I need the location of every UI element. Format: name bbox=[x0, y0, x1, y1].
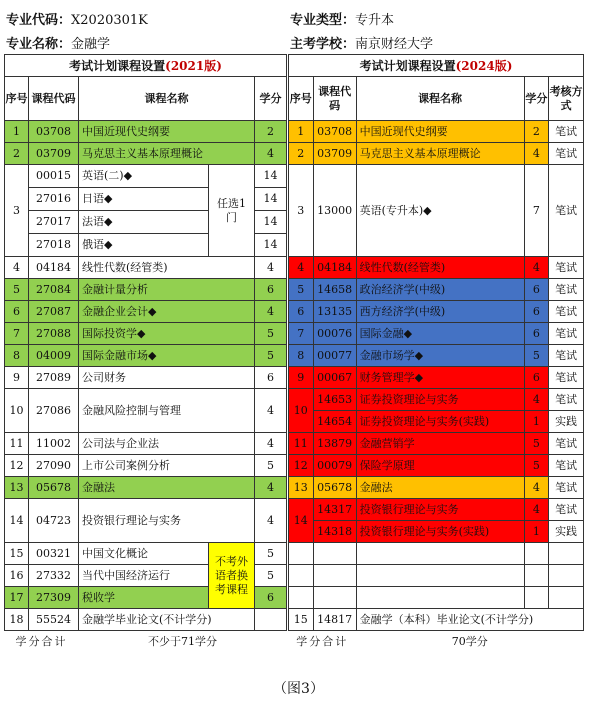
code-cell: 13000 bbox=[313, 165, 356, 257]
major-type: 专升本 bbox=[355, 13, 395, 28]
name-cell: 金融法 bbox=[356, 477, 524, 499]
right-total-value: 70学分 bbox=[451, 634, 488, 648]
mode-cell: 实践 bbox=[549, 521, 584, 543]
name-cell: 投资银行理论与实务(实践) bbox=[356, 521, 524, 543]
credit-cell: 4 bbox=[255, 477, 287, 499]
mode-cell: 笔试 bbox=[549, 477, 584, 499]
school: 南京财经大学 bbox=[355, 37, 434, 52]
name-cell: 投资银行理论与实务 bbox=[79, 499, 255, 543]
name-cell: 金融市场学◆ bbox=[356, 345, 524, 367]
table-row bbox=[289, 389, 584, 411]
mode-cell: 笔试 bbox=[549, 121, 584, 143]
seq-cell: 7 bbox=[5, 323, 29, 345]
seq-cell: 6 bbox=[289, 301, 314, 323]
left-title-text: 考试计划课程设置 bbox=[69, 58, 166, 73]
code-cell: 14658 bbox=[313, 279, 356, 301]
figure-caption: （图3） bbox=[273, 681, 324, 697]
seq-cell: 10 bbox=[289, 389, 314, 433]
code-cell: 11002 bbox=[29, 433, 79, 455]
credit-cell: 5 bbox=[255, 565, 287, 587]
code-cell: 27309 bbox=[29, 587, 79, 609]
table-row bbox=[5, 455, 287, 477]
code-cell: 04184 bbox=[313, 257, 356, 279]
seq-cell: 3 bbox=[5, 165, 29, 257]
seq-cell: 3 bbox=[289, 165, 314, 257]
credit-cell: 7 bbox=[524, 165, 549, 257]
right-col-mode: 考核方式 bbox=[549, 77, 584, 121]
credit-cell: 6 bbox=[255, 279, 287, 301]
credit-cell: 2 bbox=[255, 121, 287, 143]
credit-cell: 14 bbox=[255, 188, 287, 211]
code-cell: 13879 bbox=[313, 433, 356, 455]
seq-cell: 10 bbox=[5, 389, 29, 433]
credit-cell: 6 bbox=[524, 367, 549, 389]
table-row bbox=[289, 165, 584, 257]
right-total-label: 学分合计 bbox=[296, 634, 349, 648]
major-name-label: 专业名称： bbox=[6, 37, 72, 52]
seq-cell: 12 bbox=[5, 455, 29, 477]
name-cell: 西方经济学(中级) bbox=[356, 301, 524, 323]
left-col-credit: 学分 bbox=[255, 77, 287, 121]
name-cell: 证券投资理论与实务 bbox=[356, 389, 524, 411]
mode-cell: 笔试 bbox=[549, 345, 584, 367]
mode-cell: 实践 bbox=[549, 411, 584, 433]
code-cell: 27089 bbox=[29, 367, 79, 389]
table-row bbox=[289, 521, 584, 543]
table-row bbox=[289, 345, 584, 367]
table-row bbox=[5, 499, 287, 543]
right-total-row bbox=[289, 631, 584, 653]
table-row bbox=[289, 121, 584, 143]
name-cell: 投资银行理论与实务 bbox=[356, 499, 524, 521]
school-line bbox=[290, 33, 433, 52]
credit-cell: 1 bbox=[524, 521, 549, 543]
mode-cell: 笔试 bbox=[549, 433, 584, 455]
credit-cell: 14 bbox=[255, 234, 287, 257]
credit-cell: 6 bbox=[524, 323, 549, 345]
table-row bbox=[5, 257, 287, 279]
table-row bbox=[5, 279, 287, 301]
seq-cell: 2 bbox=[289, 143, 314, 165]
mode-cell: 笔试 bbox=[549, 389, 584, 411]
mode-cell: 笔试 bbox=[549, 367, 584, 389]
name-cell: 政治经济学(中级) bbox=[356, 279, 524, 301]
credit-cell: 4 bbox=[255, 499, 287, 543]
code-cell: 27017 bbox=[29, 211, 79, 234]
table-row bbox=[289, 279, 584, 301]
empty-row bbox=[289, 543, 584, 565]
credit-cell: 4 bbox=[255, 257, 287, 279]
code-cell: 27018 bbox=[29, 234, 79, 257]
seq-cell: 14 bbox=[289, 499, 314, 543]
left-col-name: 课程名称 bbox=[79, 77, 255, 121]
major-code-label: 专业代码： bbox=[6, 13, 72, 28]
name-cell: 中国近现代史纲要 bbox=[356, 121, 524, 143]
code-cell: 14653 bbox=[313, 389, 356, 411]
seq-cell: 1 bbox=[5, 121, 29, 143]
credit-cell: 6 bbox=[255, 587, 287, 609]
name-cell: 日语◆ bbox=[79, 188, 209, 211]
left-total-value: 不少于71学分 bbox=[148, 634, 218, 648]
table-row bbox=[5, 543, 287, 565]
right-title-year: (2024版) bbox=[455, 58, 513, 73]
table-row bbox=[289, 455, 584, 477]
code-cell: 03709 bbox=[313, 143, 356, 165]
credit-cell: 14 bbox=[255, 211, 287, 234]
table-row bbox=[5, 433, 287, 455]
seq-cell: 11 bbox=[5, 433, 29, 455]
credit-cell: 4 bbox=[524, 143, 549, 165]
credit-cell: 5 bbox=[255, 455, 287, 477]
credit-cell: 5 bbox=[255, 323, 287, 345]
table-row bbox=[289, 301, 584, 323]
mode-cell: 笔试 bbox=[549, 301, 584, 323]
code-cell: 03709 bbox=[29, 143, 79, 165]
right-title-text: 考试计划课程设置 bbox=[359, 58, 456, 73]
right-col-credit: 学分 bbox=[524, 77, 549, 121]
seq-cell: 15 bbox=[289, 609, 314, 631]
table-row bbox=[5, 345, 287, 367]
major-code-line bbox=[6, 9, 148, 28]
name-cell: 英语(专升本)◆ bbox=[356, 165, 524, 257]
major-type-label: 专业类型： bbox=[290, 13, 356, 28]
code-cell: 27087 bbox=[29, 301, 79, 323]
credit-cell: 4 bbox=[524, 257, 549, 279]
mode-cell: 笔试 bbox=[549, 323, 584, 345]
school-label: 主考学校： bbox=[290, 37, 356, 52]
non-foreign-note: 不考外语者换考课程 bbox=[209, 543, 255, 609]
seq-cell: 14 bbox=[5, 499, 29, 543]
code-cell: 14817 bbox=[313, 609, 356, 631]
seq-cell: 9 bbox=[5, 367, 29, 389]
credit-cell: 4 bbox=[524, 389, 549, 411]
credit-cell: 14 bbox=[255, 165, 287, 188]
name-cell: 马克思主义基本原理概论 bbox=[79, 143, 255, 165]
name-cell: 法语◆ bbox=[79, 211, 209, 234]
name-cell: 马克思主义基本原理概论 bbox=[356, 143, 524, 165]
credit-cell: 2 bbox=[524, 121, 549, 143]
credit-cell: 4 bbox=[255, 389, 287, 433]
code-cell: 27088 bbox=[29, 323, 79, 345]
mode-cell: 笔试 bbox=[549, 455, 584, 477]
code-cell: 14654 bbox=[313, 411, 356, 433]
seq-cell: 2 bbox=[5, 143, 29, 165]
table-row bbox=[5, 609, 287, 631]
seq-cell: 11 bbox=[289, 433, 314, 455]
code-cell: 05678 bbox=[313, 477, 356, 499]
credit-cell: 4 bbox=[255, 301, 287, 323]
seq-cell: 7 bbox=[289, 323, 314, 345]
seq-cell: 18 bbox=[5, 609, 29, 631]
table-row bbox=[5, 323, 287, 345]
name-cell: 上市公司案例分析 bbox=[79, 455, 255, 477]
seq-cell: 15 bbox=[5, 543, 29, 565]
right-col-name: 课程名称 bbox=[356, 77, 524, 121]
mode-cell: 笔试 bbox=[549, 257, 584, 279]
table-row bbox=[289, 433, 584, 455]
table-row bbox=[5, 143, 287, 165]
left-title-year: (2021版) bbox=[165, 58, 222, 73]
code-cell: 04009 bbox=[29, 345, 79, 367]
name-cell: 金融法 bbox=[79, 477, 255, 499]
right-course-table bbox=[288, 54, 584, 653]
mode-cell: 笔试 bbox=[549, 499, 584, 521]
name-cell: 国际投资学◆ bbox=[79, 323, 255, 345]
name-cell: 金融企业会计◆ bbox=[79, 301, 255, 323]
table-row bbox=[289, 477, 584, 499]
code-cell: 00079 bbox=[313, 455, 356, 477]
seq-cell: 16 bbox=[5, 565, 29, 587]
table-row bbox=[289, 323, 584, 345]
seq-cell: 13 bbox=[5, 477, 29, 499]
left-table-title bbox=[5, 55, 287, 77]
credit-cell: 6 bbox=[524, 301, 549, 323]
seq-cell: 13 bbox=[289, 477, 314, 499]
code-cell: 00321 bbox=[29, 543, 79, 565]
credit-cell: 5 bbox=[524, 455, 549, 477]
name-cell: 金融计量分析 bbox=[79, 279, 255, 301]
seq-cell: 17 bbox=[5, 587, 29, 609]
code-cell: 13135 bbox=[313, 301, 356, 323]
code-cell: 55524 bbox=[29, 609, 79, 631]
credit-cell: 6 bbox=[524, 279, 549, 301]
right-table-title bbox=[289, 55, 584, 77]
name-cell: 金融营销学 bbox=[356, 433, 524, 455]
major-type-line bbox=[290, 9, 394, 28]
credit-cell: 1 bbox=[524, 411, 549, 433]
major-name-line bbox=[6, 33, 110, 52]
name-cell: 金融风险控制与管理 bbox=[79, 389, 255, 433]
name-cell: 公司财务 bbox=[79, 367, 255, 389]
code-cell: 03708 bbox=[29, 121, 79, 143]
major-code: X2020301K bbox=[71, 13, 148, 28]
table-row bbox=[289, 143, 584, 165]
code-cell: 00067 bbox=[313, 367, 356, 389]
seq-cell: 4 bbox=[5, 257, 29, 279]
table-row bbox=[5, 165, 287, 188]
code-cell: 14317 bbox=[313, 499, 356, 521]
seq-cell: 8 bbox=[5, 345, 29, 367]
code-cell: 03708 bbox=[313, 121, 356, 143]
left-total-row bbox=[5, 631, 287, 653]
mode-cell: 笔试 bbox=[549, 279, 584, 301]
elective-note: 任选1门 bbox=[209, 165, 255, 257]
credit-cell: 5 bbox=[255, 345, 287, 367]
table-row bbox=[5, 121, 287, 143]
code-cell: 04184 bbox=[29, 257, 79, 279]
seq-cell: 4 bbox=[289, 257, 314, 279]
name-cell: 线性代数(经管类) bbox=[79, 257, 255, 279]
name-cell: 税收学 bbox=[79, 587, 209, 609]
seq-cell: 6 bbox=[5, 301, 29, 323]
credit-cell: 5 bbox=[255, 543, 287, 565]
table-row bbox=[289, 411, 584, 433]
name-cell: 证券投资理论与实务(实践) bbox=[356, 411, 524, 433]
code-cell: 00076 bbox=[313, 323, 356, 345]
code-cell: 14318 bbox=[313, 521, 356, 543]
credit-cell: 4 bbox=[255, 143, 287, 165]
left-total-label: 学分合计 bbox=[15, 634, 68, 648]
seq-cell: 12 bbox=[289, 455, 314, 477]
code-cell: 27084 bbox=[29, 279, 79, 301]
table-row bbox=[289, 609, 584, 631]
name-cell: 金融学毕业论文(不计学分) bbox=[79, 609, 255, 631]
table-row bbox=[5, 301, 287, 323]
code-cell: 04723 bbox=[29, 499, 79, 543]
seq-cell: 9 bbox=[289, 367, 314, 389]
name-cell: 保险学原理 bbox=[356, 455, 524, 477]
credit-cell: 4 bbox=[524, 477, 549, 499]
name-cell: 俄语◆ bbox=[79, 234, 209, 257]
name-cell: 公司法与企业法 bbox=[79, 433, 255, 455]
credit-cell: 5 bbox=[524, 433, 549, 455]
credit-cell bbox=[255, 609, 287, 631]
mode-cell: 笔试 bbox=[549, 165, 584, 257]
seq-cell: 5 bbox=[5, 279, 29, 301]
table-row bbox=[289, 499, 584, 521]
name-cell: 中国文化概论 bbox=[79, 543, 209, 565]
left-col-code: 课程代码 bbox=[29, 77, 79, 121]
seq-cell: 8 bbox=[289, 345, 314, 367]
code-cell: 05678 bbox=[29, 477, 79, 499]
empty-row bbox=[289, 587, 584, 609]
name-cell: 线性代数(经管类) bbox=[356, 257, 524, 279]
name-cell: 中国近现代史纲要 bbox=[79, 121, 255, 143]
right-col-seq: 序号 bbox=[289, 77, 314, 121]
mode-cell: 笔试 bbox=[549, 143, 584, 165]
left-col-seq: 序号 bbox=[5, 77, 29, 121]
table-row bbox=[289, 257, 584, 279]
name-cell: 金融学（本科）毕业论文(不计学分) bbox=[356, 609, 583, 631]
code-cell: 00015 bbox=[29, 165, 79, 188]
left-course-table bbox=[4, 54, 287, 653]
name-cell: 国际金融市场◆ bbox=[79, 345, 255, 367]
seq-cell: 1 bbox=[289, 121, 314, 143]
seq-cell: 5 bbox=[289, 279, 314, 301]
major-name: 金融学 bbox=[71, 37, 111, 52]
credit-cell: 5 bbox=[524, 345, 549, 367]
name-cell: 财务管理学◆ bbox=[356, 367, 524, 389]
empty-row bbox=[289, 565, 584, 587]
table-row bbox=[5, 389, 287, 433]
credit-cell: 6 bbox=[255, 367, 287, 389]
table-row bbox=[5, 477, 287, 499]
right-col-code: 课程代码 bbox=[313, 77, 356, 121]
credit-cell: 4 bbox=[524, 499, 549, 521]
code-cell: 00077 bbox=[313, 345, 356, 367]
code-cell: 27016 bbox=[29, 188, 79, 211]
table-row bbox=[5, 367, 287, 389]
name-cell: 当代中国经济运行 bbox=[79, 565, 209, 587]
code-cell: 27332 bbox=[29, 565, 79, 587]
table-row bbox=[289, 367, 584, 389]
name-cell: 英语(二)◆ bbox=[79, 165, 209, 188]
code-cell: 27086 bbox=[29, 389, 79, 433]
code-cell: 27090 bbox=[29, 455, 79, 477]
name-cell: 国际金融◆ bbox=[356, 323, 524, 345]
credit-cell: 4 bbox=[255, 433, 287, 455]
